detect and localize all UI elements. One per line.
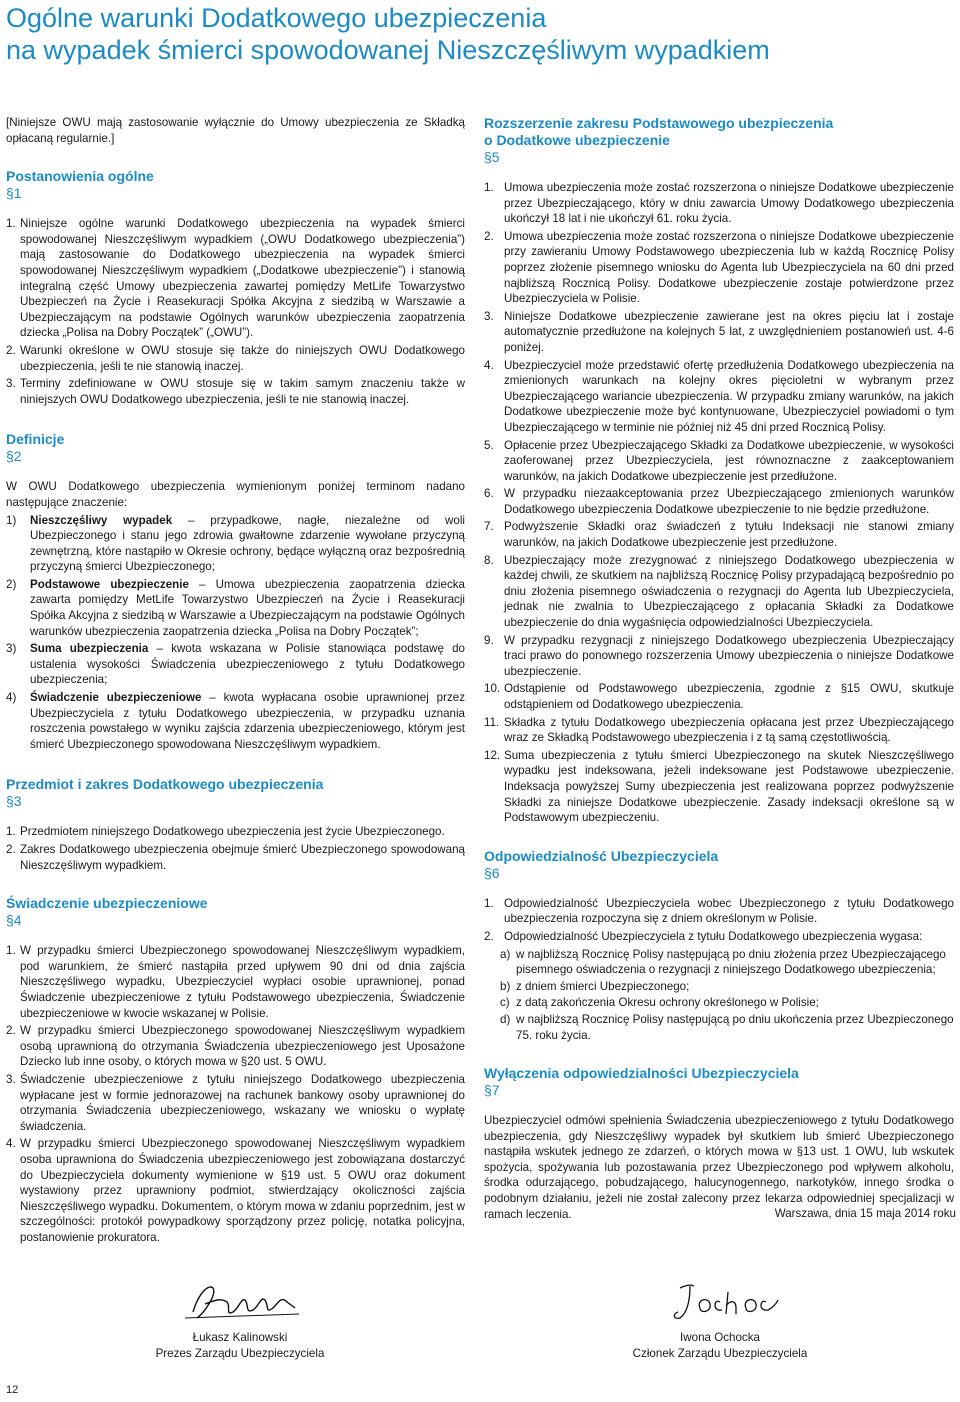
handwritten-signature-icon [175, 1278, 305, 1326]
list-item: 1. W przypadku śmierci Ubezpieczonego spowodowanej Nieszczęśliwym wypadkiem, pod warunkiem, że śmierć nastąpiła przed upływem 90 dni od dnia zajścia Nieszczęśliwego wypadku, Ubezpieczyciel wypłaci osobie uprawnionej, ponad Świadczenie ubezpieczeniowe z tytułu Podstawowego ubezpieczenia, Świadczenie ubezpieczeniowe w kwocie wskazanej w Polisie. [6, 944, 465, 1020]
section-3-para: §3 [6, 793, 22, 810]
page-number: 12 [6, 1384, 19, 1396]
list-item: 2. Zakres Dodatkowego ubezpieczenia obejmuje śmierć Ubezpieczonego spowodowaną Nieszczęśliwym wypadkiem. [6, 843, 465, 872]
section-7-heading: Wyłączenia odpowiedzialności Ubezpieczyciela [484, 1065, 799, 1082]
section-1-para: §1 [6, 185, 22, 202]
list-item: 1. Umowa ubezpieczenia może zostać rozszerzona o niniejsze Dodatkowe ubezpieczenie przez Ubezpieczającego, który w dniu zawarcia Umowy Dodatkowego ubezpieczenia ukończył 18 lat i nie ukończył 61. roku życia. [484, 181, 954, 226]
definition-item: 3) Suma ubezpieczenia – kwota wskazana w Polisie stanowiąca podstawę do ustalenia wysokości Świadczenia ubezpieczeniowego z tytułu Dodatkowego ubezpieczenia; [6, 642, 465, 687]
title-line-2: na wypadek śmierci spowodowanej Nieszczęśliwym wypadkiem [6, 35, 770, 65]
signatory-role: Prezes Zarządu Ubezpieczyciela [155, 1346, 325, 1360]
list-item: 2. Odpowiedzialność Ubezpieczyciela z tytułu Dodatkowego ubezpieczenia wygasa: [484, 929, 923, 943]
definition-term: Suma ubezpieczenia [30, 642, 149, 656]
list-item: 1. Odpowiedzialność Ubezpieczyciela wobec Ubezpieczonego z tytułu Dodatkowego ubezpieczenia rozpoczyna się z dniem określonym w Polisie. [484, 896, 954, 926]
section-6-list [484, 896, 954, 945]
section-5-heading-line-1: Rozszerzenie zakresu Podstawowego ubezpieczenia [484, 115, 834, 131]
list-item: 12. Suma ubezpieczenia z tytułu śmierci Ubezpieczonego na skutek Nieszczęśliwego wypadku jest indeksowana, jeżeli indeksowane jest Podstawowe ubezpieczenie. Indeksacja powyższej Sumy ubezpieczenia jest realizowana poprzez podwyższenie Składki za niniejsze Dodatkowe ubezpieczenie. Zasady indeksacji określone są w Podstawowym ubezpieczeniu. [484, 748, 954, 825]
definition-item: 4) Świadczenie ubezpieczeniowe – kwota wypłacana osobie uprawnionej przez Ubezpieczyciela z tytułu Dodatkowego ubezpieczenia, w przypadku uznania roszczenia powstałego w wyniku zajścia zdarzenia ubezpieczeniowego, którym jest śmierć Ubezpieczonego spowodowana Nieszczęśliwym wypadkiem. [6, 691, 465, 751]
signature-block-left [140, 1278, 340, 1361]
list-item: 10. Odstąpienie od Podstawowego ubezpieczenia, zgodnie z §15 OWU, skutkuje odstąpieniem od Dodatkowego ubezpieczenia. [484, 682, 954, 711]
list-item: 5. Opłacenie przez Ubezpieczającego Składki za Dodatkowe ubezpieczenie, w wysokości zaoferowanej przez Ubezpieczyciela, jest równoznaczne z zaakceptowaniem warunków, na jakich Dodatkowe ubezpieczenie jest przedłużone. [484, 438, 954, 483]
signatory-name: Iwona Ochocka [680, 1331, 760, 1344]
section-1-list [6, 216, 465, 407]
handwritten-signature-icon [650, 1278, 790, 1326]
signature-block-right [600, 1278, 840, 1361]
list-item: 2. W przypadku śmierci Ubezpieczonego spowodowanej Nieszczęśliwym wypadkiem osobą uprawnioną do otrzymania Świadczenia ubezpieczeniowego jest Uposażone Dziecko lub inne osoby, o których mowa w §20 ust. 5 OWU. [6, 1024, 465, 1069]
list-item: 4. Ubezpieczyciel może przedstawić ofertę przedłużenia Dodatkowego ubezpieczenia na zmienionych warunkach na kolejny okres pięcioletni w wybranym przez Ubezpieczającego wariancie ubezpieczenia. W przypadku zmiany warunków, na jakich Dodatkowe ubezpieczenie może być kontynuowane, Ubezpieczyciel powiadomi o tym Ubezpieczającego w terminie nie później niż 45 dni przed Rocznicą Polisy. [484, 358, 954, 434]
sub-list-item: b) z dniem śmierci Ubezpieczonego; [500, 979, 690, 993]
section-3-list [6, 824, 465, 873]
document-title [6, 2, 956, 66]
section-4-list [6, 943, 465, 1245]
sub-list-item: d) w najbliższą Rocznicę Polisy następującą po dniu ukończenia przez Ubezpieczonego 75. roku życia. [500, 1012, 954, 1042]
definition-item: 2) Podstawowe ubezpieczenie – Umowa ubezpieczenia zaopatrzenia dziecka zawarta pomiędzy MetLife Towarzystwo Ubezpieczeń na Życie i Reasekuracji Spółka Akcyjna z siedzibą w Warszawie a Ubezpieczającym na podstawie Ogólnych warunków ubezpieczenia zaopatrzenia dziecka „Polisa na Dobry Początek”; [6, 577, 465, 638]
section-2-lead: W OWU Dodatkowego ubezpieczenia wymienionym poniżej terminom nadano następujące znaczenie: [6, 480, 465, 509]
section-5-heading [484, 115, 954, 149]
intro-note: [Niniejsze OWU mają zastosowanie wyłącznie do Umowy ubezpieczenia ze Składką opłacaną regularnie.] [6, 116, 465, 145]
list-item: 6. W przypadku niezaakceptowania przez Ubezpieczającego zmienionych warunków Dodatkowego ubezpieczenia Dodatkowe ubezpieczenie to nie będzie przedłużone. [484, 487, 954, 516]
list-item: 7. Podwyższenie Składki oraz świadczeń z tytułu Indeksacji nie stanowi zmiany warunków, na jakich Dodatkowe ubezpieczenie jest przedłużone. [484, 520, 954, 550]
section-6-heading: Odpowiedzialność Ubezpieczyciela [484, 847, 719, 864]
list-item: 3. Niniejsze Dodatkowe ubezpieczenie zawierane jest na okres pięciu lat i zostaje automatycznie przedłużone na kolejnych 5 lat, z uwzględnieniem postanowień ust. 4-6 poniżej. [484, 309, 954, 354]
list-item: 4. W przypadku śmierci Ubezpieczonego spowodowanej Nieszczęśliwym wypadkiem osoba uprawniona do Świadczenia ubezpieczeniowego jest zobowiązana dostarczyć do Ubezpieczyciela dokumenty wymienione w §19 ust. 5 OWU oraz dokument wystawiony przez uprawniony podmiot, stwierdzający okoliczności zajścia Nieszczęśliwego wypadku. Dokumentem, o którym mowa w zdaniu poprzednim, jest w szczególności: protokół powypadkowy sporządzony przez policję, notatka policyjna, postanowienie prokuratora. [6, 1137, 465, 1244]
section-2-heading: Definicje [6, 431, 65, 448]
signatory-role: Członek Zarządu Ubezpieczyciela [632, 1346, 808, 1360]
section-1-heading: Postanowienia ogólne [6, 168, 154, 185]
list-item: 8. Ubezpieczający może zrezygnować z niniejszego Dodatkowego ubezpieczenia w każdej chwili, ze skutkiem na najbliższą Rocznicę Polisy przypadającą bezpośrednio po dniu złożenia pisemnego oświadczenia o rezygnacji do Agenta lub Ubezpieczyciela, jednak nie zwalnia to Ubezpieczającego z opłacania Składki za Dodatkowe ubezpieczenie do dnia wygaśnięcia odpowiedzialności Ubezpieczyciela. [484, 553, 954, 630]
definition-term: Podstawowe ubezpieczenie [30, 577, 189, 591]
signatory-name: Łukasz Kalinowski [192, 1331, 288, 1344]
left-column [6, 115, 465, 1247]
list-item: 3. Terminy zdefiniowane w OWU stosuje się w takim samym znaczeniu także w niniejszych OWU Dodatkowego ubezpieczenia, jeśli te nie stanowią inaczej. [6, 377, 465, 406]
list-item: 11. Składka z tytułu Dodatkowego ubezpieczenia opłacana jest przez Ubezpieczającego wraz ze Składką Podstawowego ubezpieczenia i z tą samą częstotliwością. [484, 715, 954, 745]
list-item: 3. Świadczenie ubezpieczeniowe z tytułu niniejszego Dodatkowego ubezpieczenia wypłacane jest w formie jednorazowej na rachunek bankowy osoby uprawnionej do otrzymania Świadczenia ubezpieczeniowego, wskazany we wniosku o wypłatę świadczenia. [6, 1072, 465, 1133]
document-date: Warszawa, dnia 15 maja 2014 roku [774, 1207, 956, 1220]
definitions-list [6, 513, 465, 753]
section-5-list [484, 180, 954, 826]
section-3-heading: Przedmiot i zakres Dodatkowego ubezpieczenia [6, 776, 324, 793]
definition-term: Nieszczęśliwy wypadek [30, 513, 173, 527]
list-item: 9. W przypadku rezygnacji z niniejszego Dodatkowego ubezpieczenia Ubezpieczający traci prawo do ponownego rozszerzenia Umowy ubezpieczenia o niniejsze Dodatkowe ubezpieczenie. [484, 633, 954, 678]
section-7-text: Ubezpieczyciel odmówi spełnienia Świadczenia ubezpieczeniowego z tytułu Dodatkowego ubezpieczenia, gdy Nieszczęśliwy wypadek był skutkiem lub śmierć Ubezpieczonego nastąpiła wskutek jednego ze zdarzeń, o których mowa w §13 ust. 1 OWU, lub wskutek spożycia, spożywania lub pozostawania przez Ubezpieczonego pod wpływem alkoholu, środka odurzającego, pobudzającego, halucynogennego, narkotyków, innego środka o podobnym działaniu, jeżeli nie został zalecony przez lekarza odpowiedniej specjalizacji w ramach leczenia. [484, 1114, 954, 1221]
list-item: 1. Niniejsze ogólne warunki Dodatkowego ubezpieczenia na wypadek śmierci spowodowanej Nieszczęśliwym wypadkiem („OWU Dodatkowego ubezpieczenia”) mają zastosowanie do Dodatkowego ubezpieczenia na wypadek śmierci spowodowanej Nieszczęśliwym wypadkiem („Dodatkowe ubezpieczenie”) i stanowią integralną część Umowy ubezpieczenia zawartej pomiędzy MetLife Towarzystwo Ubezpieczeń na Życie i Reasekuracji Spółka Akcyjna z siedzibą w Warszawie a Ubezpieczającym na podstawie Ogólnych warunków ubezpieczenia zaopatrzenia dziecka „Polisa na Dobry Początek” („OWU”). [6, 217, 465, 340]
definition-term: Świadczenie ubezpieczeniowe [30, 691, 202, 705]
sub-list-item: a) w najbliższą Rocznicę Polisy następującą po dniu złożenia przez Ubezpieczającego pisemnego oświadczenia o rezygnacji z niniejszego Dodatkowego ubezpieczenia; [500, 947, 946, 977]
section-5-heading-line-2: o Dodatkowe ubezpieczenie [484, 132, 670, 148]
right-column [484, 115, 954, 1222]
list-item: 2. Warunki określone w OWU stosuje się także do niniejszych OWU Dodatkowego ubezpieczenia, jeśli te nie stanowią inaczej. [6, 343, 465, 373]
section-5-para: §5 [484, 149, 500, 165]
section-7-para: §7 [484, 1082, 500, 1099]
section-2-para: §2 [6, 448, 22, 465]
title-line-1: Ogólne warunki Dodatkowego ubezpieczenia [6, 3, 547, 33]
list-item: 2. Umowa ubezpieczenia może zostać rozszerzona o niniejsze Dodatkowe ubezpieczenie przy zawieraniu Umowy Podstawowego ubezpieczenia lub w każdą Rocznicę Polisy poprzez złożenie pisemnego wniosku do Agenta lub Ubezpieczyciela na 60 dni przed najbliższą Rocznicą Polisy. Dodatkowe ubezpieczenie zostaje potwierdzone przez Ubezpieczyciela w Polisie. [484, 229, 954, 306]
definition-item: 1) Nieszczęśliwy wypadek – przypadkowe, nagłe, niezależne od woli Ubezpieczonego i stanu jego zdrowia gwałtowne zdarzenie wywołane przyczyną zewnętrzną, które nastąpiło w Okresie ochrony, będące wyłączną oraz bezpośrednią przyczyną śmierci Ubezpieczonego; [6, 513, 465, 574]
section-4-heading: Świadczenie ubezpieczeniowe [6, 895, 208, 912]
section-6-sublist [484, 947, 954, 1044]
section-6-para: §6 [484, 864, 500, 881]
section-4-para: §4 [6, 912, 22, 929]
list-item: 1. Przedmiotem niniejszego Dodatkowego ubezpieczenia jest życie Ubezpieczonego. [6, 825, 445, 839]
sub-list-item: c) z datą zakończenia Okresu ochrony określonego w Polisie; [500, 996, 819, 1010]
